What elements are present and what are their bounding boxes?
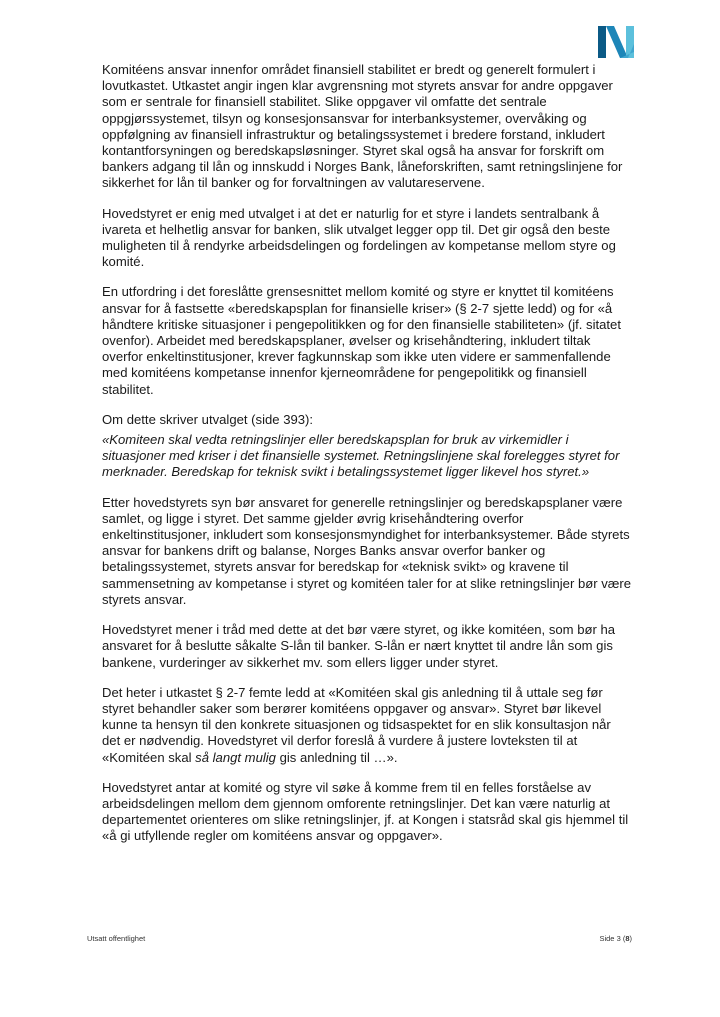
paragraph-3: En utfordring i det foreslåtte grensesnittet mellom komité og styre er knyttet til komitéens ansvar for å fastsette «beredskapsplan for finansielle kriser» (§ 2-7 sjette ledd) og for «å håndtere kritiske situasjoner i pengepolitikken og for den finansielle stabiliteten» (jf. sitatet ovenfor). Arbeidet med beredskapsplaner, øvelser og krisehåndtering, inkludert tiltak overfor enkeltinstitusjoner, krever fagkunnskap som ikke uten videre er sammenfallende med komitéens kompetanse innenfor kjerneområdene for pengepolitikk og finansiell stabilitet.: [102, 284, 621, 397]
letter-body: [102, 62, 632, 859]
quote-block: «Komiteen skal vedta retningslinjer eller beredskapsplan for bruk av virkemidler i situasjoner med kriser i det finansielle systemet. Retningslinjene skal forelegges styret for merknader. Beredskap for teknisk svikt i betalingssystemet ligger likevel hos styret.»: [102, 432, 620, 480]
paragraph-6: Hovedstyret mener i tråd med dette at det bør være styret, og ikke komitéen, som bør ha ansvaret for å beslutte såkalte S-lån til banker. S-lån er nært knyttet til andre lån som gis bankene, vurderinger av sikkerhet mv. som ellers ligger under styret.: [102, 622, 616, 670]
paragraph-7-start: Det heter i utkastet § 2-7 femte ledd at «Komitéen skal gis anledning til å uttale seg før styret behandler saker som berører komitéens oppgaver og ansvar». Styret bør likevel kunne ta hensyn til den konkrete situasjonen og tidsaspektet for en slik konsultasjon når det er nødvendig. Hovedstyret vil derfor foreslå å vurdere å justere lovteksten til at «Komitéen skal: [102, 684, 611, 765]
norges-bank-n-logo-icon: [596, 22, 636, 60]
paragraph-1: Komitéens ansvar innenfor området finansiell stabilitet er bredt og generelt formulert i lovutkastet. Utkastet angir ingen klar avgrensning mot styrets ansvar for andre oppgaver som er sentrale for finansiell stabilitet. Slike oppgaver vil omfatte det sentrale oppgjørssystemet, tilsyn og konsesjonsansvar for interbanksystemer, overvåking og oppfølgning av finansiell infrastruktur og betalingssystemet i bredere forstand, inkludert kontantforsyningen og beredskapsløsninger. Styret skal også ha ansvar for forskrift om bankers adgang til lån og innskudd i Norges Bank, låneforskriften, samt retningslinjene for sikkerhet for lån til banker og for forvaltningen av valutareservene.: [102, 62, 623, 191]
footer-classification: Utsatt offentlighet: [87, 934, 146, 943]
quote-intro: Om dette skriver utvalget (side 393):: [102, 411, 314, 427]
footer-page-number: Side 3 (8): [599, 934, 632, 943]
paragraph-7-emphasis: så langt mulig: [195, 749, 276, 765]
paragraph-7: [102, 685, 632, 766]
paragraph-7-end: gis anledning til …».: [275, 749, 398, 765]
paragraph-8: Hovedstyret antar at komité og styre vil søke å komme frem til en felles forståelse av arbeidsdelingen mellom dem gjennom omforente retningslinjer. Det kan være naturlig at departementet orienteres om slike retningslinjer, jf. at Kongen i statsråd skal gis hjemmel til «å gi utfyllende regler om komitéens ansvar og oppgaver».: [102, 779, 629, 844]
paragraph-2: Hovedstyret er enig med utvalget i at det er naturlig for et styre i landets sentralbank å ivareta et helhetlig ansvar for banken, slik utvalget legger opp til. Det gir også den beste muligheten til å rendyrke arbeidsdelingen og fordelingen av kompetanse mellom styre og komité.: [102, 205, 616, 270]
paragraph-5: Etter hovedstyrets syn bør ansvaret for generelle retningslinjer og beredskapsplaner være samlet, og ligge i styret. Det samme gjelder øvrig krisehåndtering overfor enkeltinstitusjoner, inkludert som konsesjonsmyndighet for interbanksystemer. Både styrets ansvar for bankens drift og balanse, Norges Banks ansvar overfor banker og betalingssystemet, styrets ansvar for beredskap for «teknisk svikt» og kravene til sammensetning av kompetanse i styret og komitéen taler for at slike retningslinjer bør være styrets ansvar.: [102, 494, 632, 607]
